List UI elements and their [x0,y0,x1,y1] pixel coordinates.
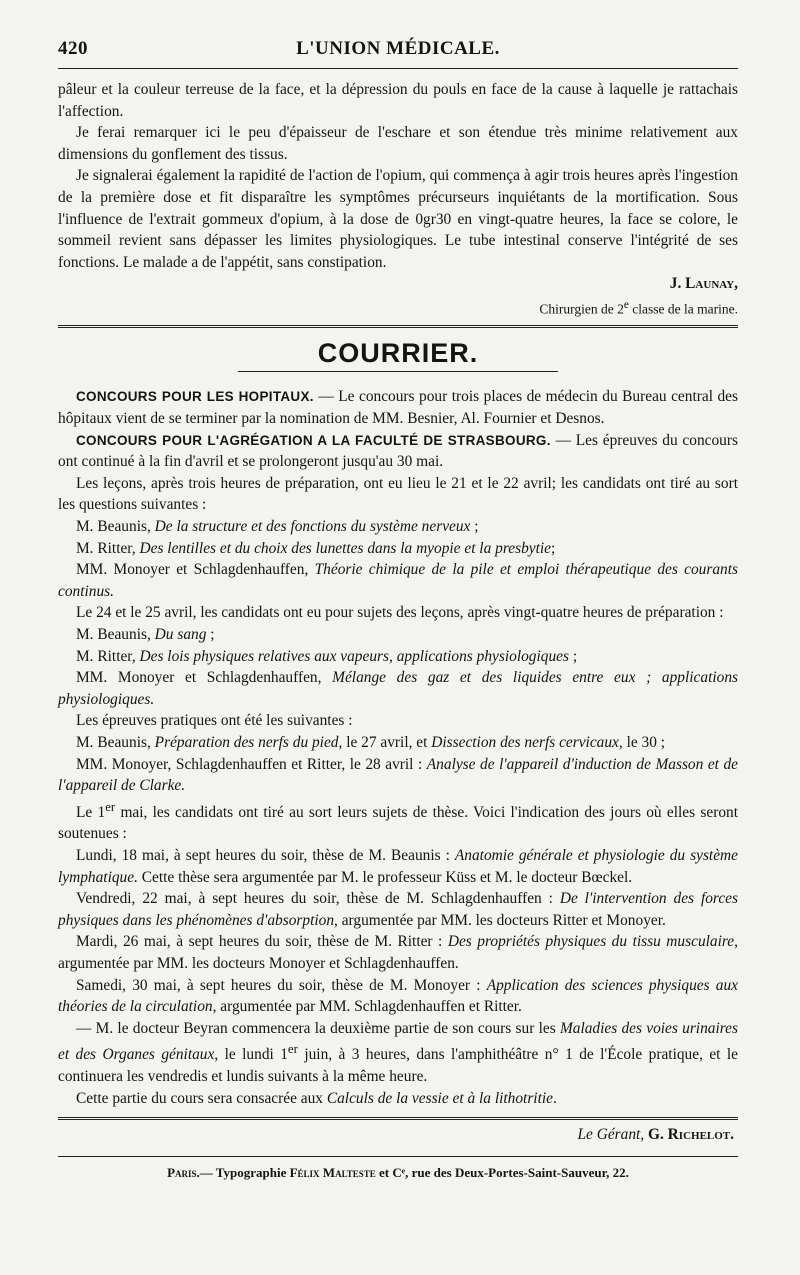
item-text: mai, les candidats ont tiré au sort leurs sujets de thèse. Voici l'indication des jours où elles seront soutenues : [58,803,738,843]
lecon-title: Mélange des gaz et des liquides entre eux ; applications physiologiques. [58,669,738,708]
lecon-title: Du sang [154,625,207,643]
rubric-strasbourg: CONCOURS POUR L'AGRÉGATION A LA FACULTÉ DE STRASBOURG. [76,432,551,448]
punct: . [552,1089,557,1107]
cours-title: Maladies des voies urinaires et des Organes génitaux [58,1019,738,1064]
imprint-text: — Typographie [199,1164,290,1180]
article-affiliation [58,295,738,320]
candidate: MM. Monoyer et Schlagdenhauffen, [76,669,333,687]
article-end [58,79,738,319]
paragraph-theses [58,797,738,845]
item-text: , argumentée par MM. les docteurs Monoyer et Schlagdenhauffen. [58,933,738,972]
journal-title: L'UNION MÉDICALE. [296,38,500,59]
these-monoyer [58,975,738,1018]
item-text: , le lundi 1 [214,1046,288,1064]
punct: ; [550,539,556,557]
punct: ; [206,625,215,643]
item-text: Cette partie du cours sera consacrée aux [76,1089,327,1107]
cours-partie [58,1088,738,1110]
page-number: 420 [58,38,88,59]
lecon-monoyer-1 [58,559,738,602]
paragraph-lecons: Les leçons, après trois heures de préparation, ont eu lieu le 21 et le 22 avril; les candidats ont tiré au sort les questions suivantes : [58,474,738,514]
affiliation-text: Chirurgien de 2 [539,301,624,317]
these-title: Application des sciences physiques aux théories de la circulation [58,976,738,1016]
item-text: , argumentée par MM. les docteurs Ritter et Monoyer. [334,911,666,929]
punct: ; [470,518,479,535]
section-title: COURRIER. [317,338,479,369]
item-text: — M. le docteur Beyran commencera la deuxième partie de son cours sur les [76,1019,560,1037]
candidate: M. Beaunis, [76,625,155,643]
ordinal-sup: er [105,799,116,814]
epreuve-title: Dissection des nerfs cervicaux [431,733,619,751]
candidate: MM. Monoyer, Schlagdenhauffen et Ritter, le 28 avril : [76,755,427,773]
item-text: — Le concours pour trois places de médecin du Bureau central des hôpitaux vient de se terminer par la nomination de MM. Besnier, Al. Fournier et Desnos. [58,388,738,428]
courrier-item-hopitaux [58,386,738,429]
courrier-body [58,386,738,1109]
item-text: Cette thèse sera argumentée par M. le professeur Küss et M. le docteur Bœckel. [137,868,633,886]
pratique-beaunis [58,732,738,754]
signature-name: J. Launay, [669,275,738,293]
item-text: , le 30 ; [618,733,666,751]
courrier-item-strasbourg [58,430,738,473]
section-divider [58,325,738,328]
rubric-hopitaux: CONCOURS POUR LES HOPITAUX. [76,389,314,405]
paragraph-24-25-avril: Le 24 et le 25 avril, les candidats ont eu pour sujets des leçons, après vingt-quatre heures de préparation : [76,604,724,622]
imprint-address: et Cᵉ, rue des Deux-Portes-Saint-Sauveur, 22. [375,1164,629,1180]
article-paragraph-1: pâleur et la couleur terreuse de la face, et la dépression du pouls en face de la cause à laquelle je rattachais l'affection. [58,81,738,120]
lecon-beaunis-1 [58,516,738,538]
item-text: Samedi, 30 mai, à sept heures du soir, thèse de M. Monoyer : [76,976,487,994]
lecon-ritter-1 [58,538,738,560]
these-ritter [58,931,738,974]
article-paragraph-3: Je signalerai également la rapidité de l'action de l'opium, qui commença à agir trois heures après l'ingestion de la première dose et fit disparaître les symptômes précurseurs inquiétants de la mortification. Sous l'influence de l'extrait gommeux d'opium, à la dose de 0gr30 en vingt-quatre heures, la face se colore, le sommeil revient sans dépasser les limites physiologiques. Le tube intestinal conserve l'intégrité de ses fonctions. Le malade a de l'appétit, sans constipation. [58,167,738,271]
lecon-title: Théorie chimique de la pile et emploi thérapeutique des courants continus. [58,561,738,600]
candidate: M. Beaunis, [76,733,155,751]
epreuve-title: Analyse de l'appareil d'induction de Masson et de l'appareil de Clarke. [58,755,739,795]
pratique-monoyer-ritter [58,754,738,797]
item-text: , le 27 avril, et [338,733,432,751]
candidate: M. Beaunis, [76,518,155,535]
paragraph-epreuves-pratiques: Les épreuves pratiques ont été les suivantes : [76,712,353,730]
item-text: Le 1 [76,803,106,821]
these-schlagdenhauffen [58,888,738,931]
item-text: — Les épreuves du concours ont continué à la fin d'avril et se prolongeront jusqu'au 30 mai. [58,431,738,471]
these-title: Anatomie générale et physiologie du système lymphatique. [58,847,738,886]
candidate: MM. Monoyer et Schlagdenhauffen, [76,561,315,579]
these-title: Des propriétés physiques du tissu musculaire [447,933,735,951]
imprint-city: Paris. [167,1164,200,1180]
cours-beyran [58,1018,738,1088]
article-signature [58,273,738,295]
item-text: Mardi, 26 mai, à sept heures du soir, thèse de M. Ritter : [76,933,448,951]
epreuve-title: Préparation des nerfs du pied [154,733,339,751]
affiliation-sup: e [623,298,629,311]
lecon-title: De la structure et des fonctions du système nerveux [154,518,471,535]
item-text: , argumentée par MM. Schlagdenhauffen et Ritter. [212,998,522,1016]
item-text: Lundi, 18 mai, à sept heures du soir, thèse de M. Beaunis : [76,847,455,865]
cours-title: Calculs de la vessie et à la lithotritie [326,1089,553,1107]
imprint-rule [58,1156,738,1157]
footer-divider [58,1117,738,1120]
lecon-monoyer-2 [58,667,738,710]
running-head [58,34,738,64]
lecon-title: Des lentilles et du choix des lunettes dans la myopie et la presbytie [139,539,551,557]
lecon-title: Des lois physiques relatives aux vapeurs, applications physiologiques [139,647,569,665]
these-beaunis [58,845,738,888]
lecon-ritter-2 [58,646,738,668]
affiliation-text-end: classe de la marine. [628,301,738,317]
gerant-line [58,1124,734,1146]
ordinal-sup: er [287,1042,298,1057]
gerant-label: Le Gérant, [577,1126,645,1144]
article-paragraph-2: Je ferai remarquer ici le peu d'épaisseur de l'eschare et son étendue très minime relativement aux dimensions du gonflement des tissus. [58,124,738,163]
imprint-printer: Félix Malteste [289,1164,376,1180]
candidate: M. Ritter, [76,539,140,557]
gerant-name: G. Richelot. [644,1126,734,1144]
item-text: Vendredi, 22 mai, à sept heures du soir, thèse de M. Schlagdenhauffen : [76,890,560,908]
imprint [58,1165,738,1181]
these-title: De l'intervention des forces physiques dans les phénomènes d'absorption [58,890,738,929]
section-title-rule [238,371,558,372]
header-rule [58,68,738,69]
candidate: M. Ritter, [76,647,140,665]
item-text: juin, à 3 heures, dans l'amphithéâtre n° 1 de l'École pratique, et le continuera les vendredis et lundis suivants à la même heure. [58,1046,738,1086]
lecon-beaunis-2 [58,624,738,646]
punct: ; [568,647,578,665]
